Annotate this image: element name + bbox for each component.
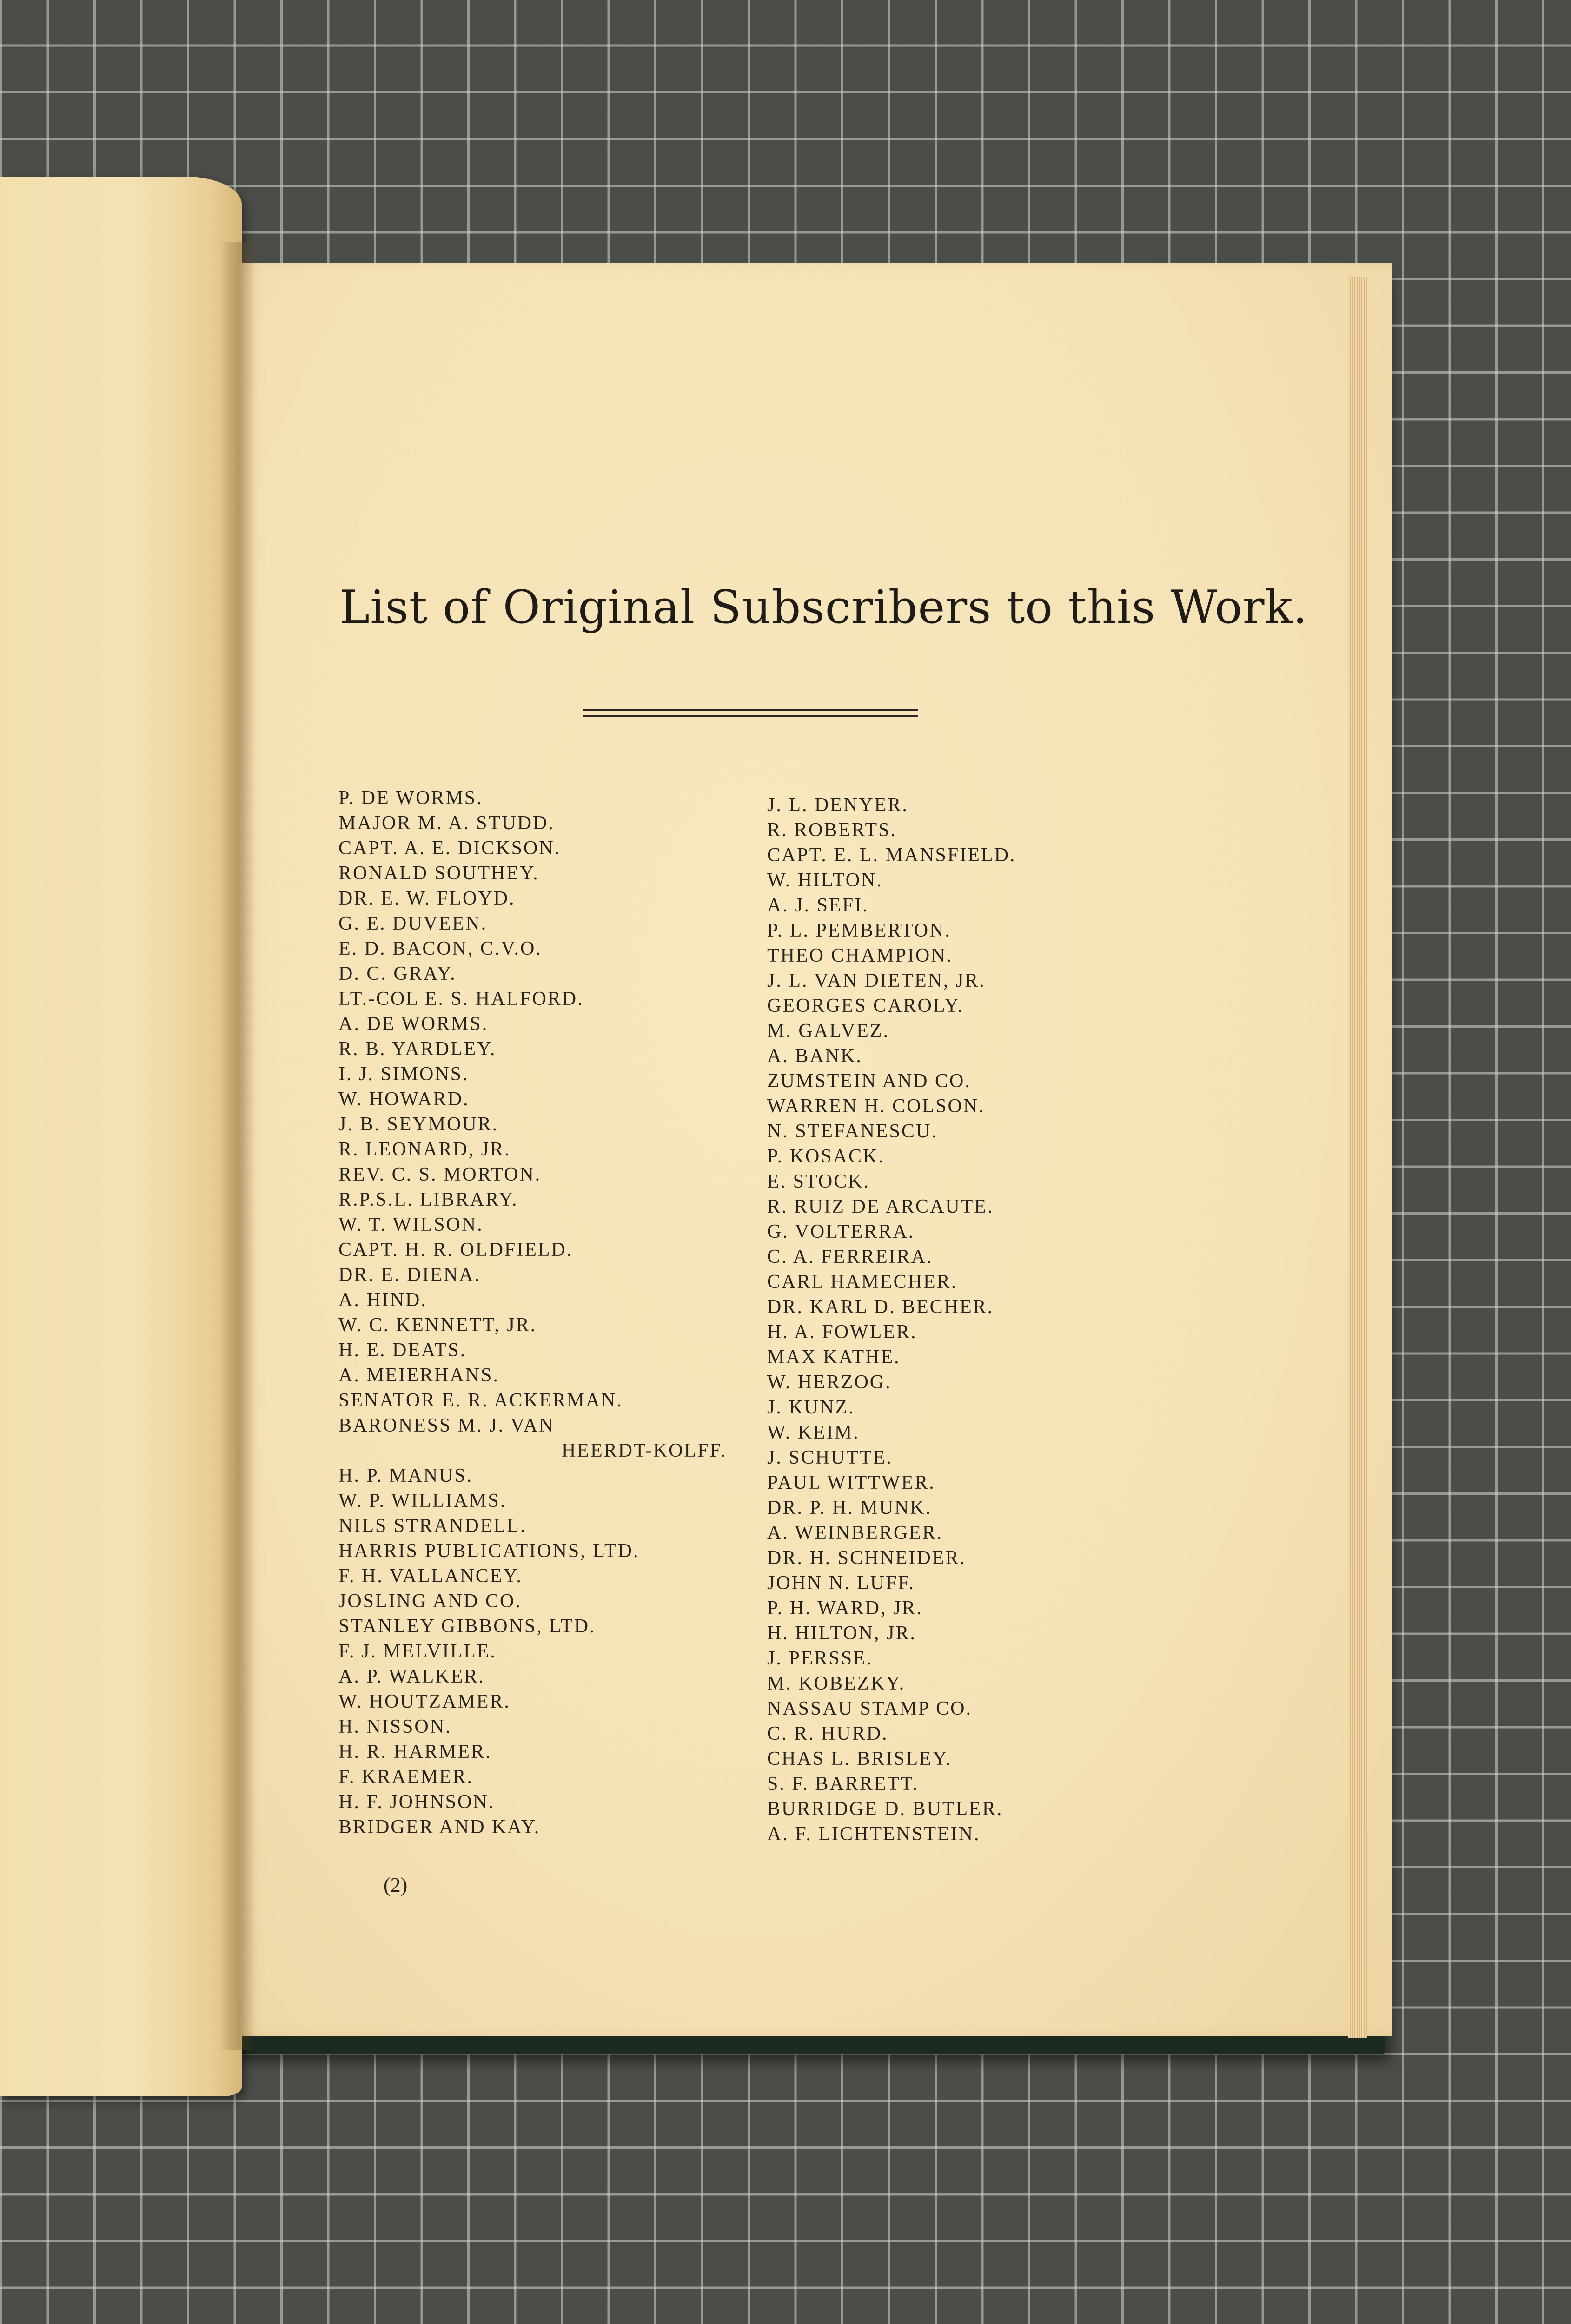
subscriber-entry: CAPT. H. R. OLDFIELD. [338,1239,573,1261]
subscriber-entry: HARRIS PUBLICATIONS, LTD. [338,1540,640,1562]
subscriber-entry: H. P. MANUS. [338,1465,473,1486]
subscriber-entry: A. F. LICHTENSTEIN. [767,1823,981,1845]
page-edges [1348,277,1367,2038]
subscriber-entry: DR. KARL D. BECHER. [767,1296,994,1318]
subscriber-entry: H. NISSON. [338,1716,452,1737]
left-page [0,177,242,2096]
subscriber-entry: PAUL WITTWER. [767,1472,935,1493]
subscriber-entry: P. L. PEMBERTON. [767,920,951,941]
subscriber-entry: W. HERZOG. [767,1372,892,1393]
subscriber-entry: NASSAU STAMP CO. [767,1698,973,1719]
subscriber-entry: G. E. DUVEEN. [338,913,488,934]
subscriber-entry: I. J. SIMONS. [338,1063,469,1085]
title-double-rule [583,709,918,719]
subscriber-entry: GEORGES CAROLY. [767,995,964,1017]
subscriber-entry: W. HOWARD. [338,1089,470,1110]
subscriber-entry: JOSLING AND CO. [338,1591,522,1612]
subscriber-entry: NILS STRANDELL. [338,1515,527,1537]
subscriber-entry: J. PERSSE. [767,1648,873,1669]
subscriber-entry: THEO CHAMPION. [767,945,953,966]
subscriber-entry: D. C. GRAY. [338,963,457,984]
subscriber-entry: C. R. HURD. [767,1723,888,1744]
subscriber-entry: BARONESS M. J. VAN [338,1415,555,1436]
subscriber-entry: CAPT. A. E. DICKSON. [338,838,561,859]
subscribers-left-column [338,786,757,1840]
subscriber-entry: W. P. WILLIAMS. [338,1490,507,1512]
subscriber-entry: H. A. FOWLER. [767,1321,917,1343]
subscriber-entry: DR. E. W. FLOYD. [338,888,516,909]
subscriber-entry: F. J. MELVILLE. [338,1641,497,1662]
subscriber-entry: P. KOSACK. [767,1146,885,1167]
subscriber-entry: W. HILTON. [767,870,883,891]
subscriber-entry: W. KEIM. [767,1422,860,1443]
subscriber-entry: A. BANK. [767,1045,862,1067]
subscriber-entry: A. J. SEFI. [767,895,869,916]
subscriber-entry: F. KRAEMER. [338,1766,473,1788]
subscriber-entry-continuation: HEERDT-KOLFF. [562,1440,727,1461]
subscriber-entry: H. HILTON, JR. [767,1623,916,1644]
subscriber-entry: R. LEONARD, JR. [338,1139,511,1160]
subscriber-entry: A. WEINBERGER. [767,1522,943,1544]
subscriber-entry: CAPT. E. L. MANSFIELD. [767,845,1016,866]
subscriber-entry: S. F. BARRETT. [767,1773,919,1795]
subscriber-entry: J. SCHUTTE. [767,1447,893,1468]
subscriber-entry: MAX KATHE. [767,1347,901,1368]
subscriber-entry: BRIDGER AND KAY. [338,1816,541,1838]
subscriber-entry: N. STEFANESCU. [767,1121,938,1142]
subscriber-entry: J. L. DENYER. [767,794,908,816]
rule-line-bottom [583,715,918,717]
subscriber-entry: R. RUIZ DE ARCAUTE. [767,1196,994,1217]
subscriber-entry: A. MEIERHANS. [338,1365,499,1386]
subscriber-entry: R. ROBERTS. [767,819,897,841]
subscriber-entry: M. KOBEZKY. [767,1673,906,1694]
subscriber-entry: DR. P. H. MUNK. [767,1497,932,1519]
subscriber-entry: R. B. YARDLEY. [338,1038,497,1060]
subscriber-entry: P. H. WARD, JR. [767,1598,923,1619]
subscriber-entry: A. HIND. [338,1289,427,1311]
subscriber-entry: A. DE WORMS. [338,1013,489,1035]
subscriber-entry: J. B. SEYMOUR. [338,1114,499,1135]
book-gutter [219,242,256,2050]
subscriber-entry: WARREN H. COLSON. [767,1096,985,1117]
subscriber-entry: ZUMSTEIN AND CO. [767,1070,971,1092]
subscriber-entry: REV. C. S. MORTON. [338,1164,542,1185]
subscriber-entry: DR. H. SCHNEIDER. [767,1547,966,1569]
subscriber-entry: JOHN N. LUFF. [767,1572,915,1594]
subscriber-entry: J. KUNZ. [767,1397,855,1418]
subscriber-entry: C. A. FERREIRA. [767,1246,933,1268]
subscriber-entry: DR. E. DIENA. [338,1264,481,1286]
subscriber-entry: J. L. VAN DIETEN, JR. [767,970,986,991]
subscriber-entry: M. GALVEZ. [767,1020,889,1042]
subscriber-entry: E. STOCK. [767,1171,870,1192]
subscriber-entry: BURRIDGE D. BUTLER. [767,1798,1003,1820]
subscriber-entry: E. D. BACON, C.V.O. [338,938,542,959]
page-title: List of Original Subscribers to this Work. [339,581,1308,634]
subscriber-entry: RONALD SOUTHEY. [338,863,539,884]
subscriber-entry: CARL HAMECHER. [767,1271,958,1293]
subscriber-entry: W. C. KENNETT, JR. [338,1314,537,1336]
subscriber-entry: R.P.S.L. LIBRARY. [338,1189,518,1210]
subscriber-entry: SENATOR E. R. ACKERMAN. [338,1390,623,1411]
subscriber-entry: CHAS L. BRISLEY. [767,1748,952,1769]
subscriber-entry: P. DE WORMS. [338,787,483,809]
rule-line-top [583,709,918,711]
subscribers-right-column [767,792,1195,1847]
subscriber-entry: H. E. DEATS. [338,1340,467,1361]
subscriber-entry: G. VOLTERRA. [767,1221,915,1242]
subscriber-entry: H. R. HARMER. [338,1741,492,1763]
page-number: (2) [384,1874,408,1896]
subscriber-entry: W. T. WILSON. [338,1214,484,1235]
subscriber-entry: MAJOR M. A. STUDD. [338,812,555,834]
subscriber-entry: STANLEY GIBBONS, LTD. [338,1616,596,1637]
subscriber-entry: F. H. VALLANCEY. [338,1565,523,1587]
subscriber-entry: H. F. JOHNSON. [338,1791,495,1813]
subscriber-entry: W. HOUTZAMER. [338,1691,510,1712]
subscriber-entry: LT.-COL E. S. HALFORD. [338,988,584,1010]
subscriber-entry: A. P. WALKER. [338,1666,485,1687]
